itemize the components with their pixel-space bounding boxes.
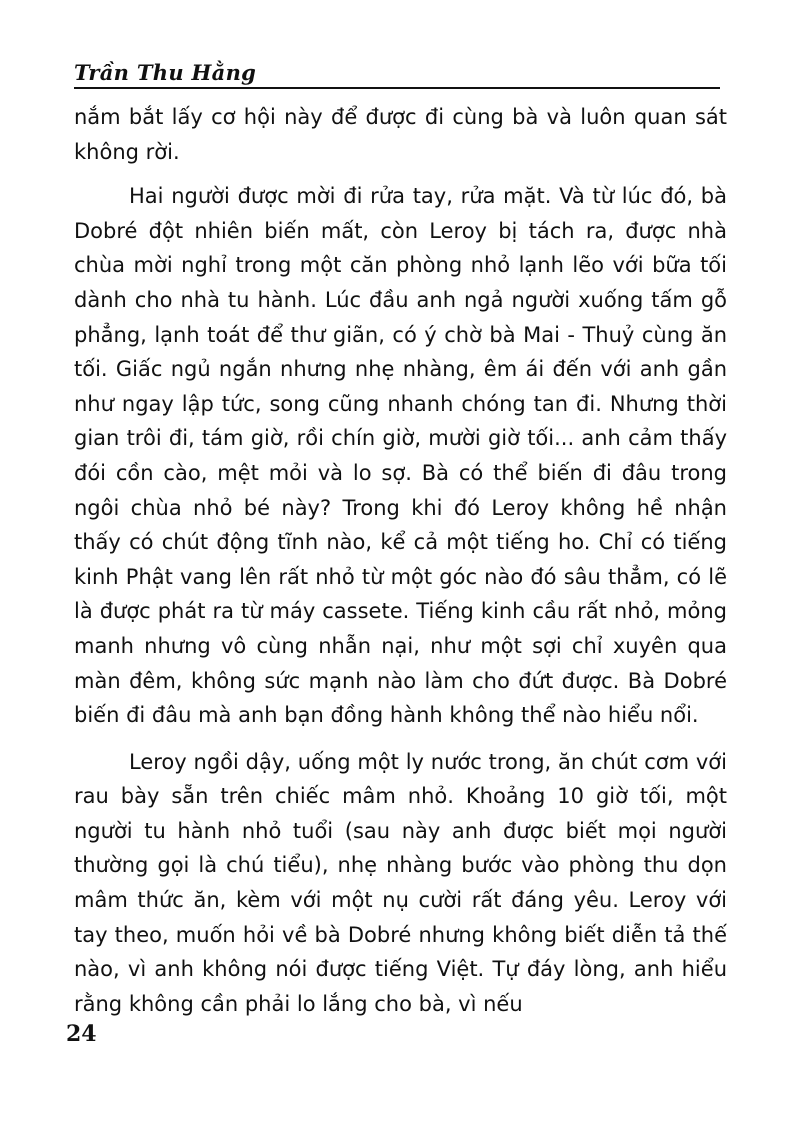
page-body [74,100,727,1021]
paragraph: Leroy ngồi dậy, uống một ly nước trong, ăn chút cơm với rau bày sẵn trên chiếc mâm nhỏ. Khoảng 10 giờ tối, một người tu hành nhỏ tuổi (sau này anh được biết mọi người thường gọi là chú tiểu), nhẹ nhàng bước vào phòng thu dọn mâm thức ăn, kèm với một nụ cười rất đáng yêu. Leroy với tay theo, muốn hỏi về bà Dobré nhưng không biết diễn tả thế nào, vì anh không nói được tiếng Việt. Tự đáy lòng, anh hiểu rằng không cần phải lo lắng cho bà, vì nếu [74,749,727,1016]
paragraph-continuation: nắm bắt lấy cơ hội này để được đi cùng bà và luôn quan sát không rời. [74,105,727,164]
paragraph: Hai người được mời đi rửa tay, rửa mặt. Và từ lúc đó, bà Dobré đột nhiên biến mất, còn Leroy bị tách ra, được nhà chùa mời nghỉ trong một căn phòng nhỏ lạnh lẽo với bữa tối dành cho nhà tu hành. Lúc đầu anh ngả người xuống tấm gỗ phẳng, lạnh toát để thư giãn, có ý chờ bà Mai - Thuỷ cùng ăn tối. Giấc ngủ ngắn nhưng nhẹ nhàng, êm ái đến với anh gần như ngay lập tức, song cũng nhanh chóng tan đi. Nhưng thời gian trôi đi, tám giờ, rồi chín giờ, mười giờ tối... anh cảm thấy đói cồn cào, mệt mỏi và lo sợ. Bà có thể biến đi đâu trong ngôi chùa nhỏ bé này? Trong khi đó Leroy không hề nhận thấy có chút động tĩnh nào, kể cả một tiếng ho. Chỉ có tiếng kinh Phật vang lên rất nhỏ từ một góc nào đó sâu thẳm, có lẽ là được phát ra từ máy cassete. Tiếng kinh cầu rất nhỏ, mỏng manh nhưng vô cùng nhẫn nại, như một sợi chỉ xuyên qua màn đêm, không sức mạnh nào làm cho đứt được. Bà Dobré biến đi đâu mà anh bạn đồng hành không thể nào hiểu nổi. [74,184,727,728]
running-header [74,58,720,94]
author-name: Trần Thu Hằng [74,60,257,85]
header-rule [74,87,720,89]
page-number: 24 [66,1021,97,1047]
